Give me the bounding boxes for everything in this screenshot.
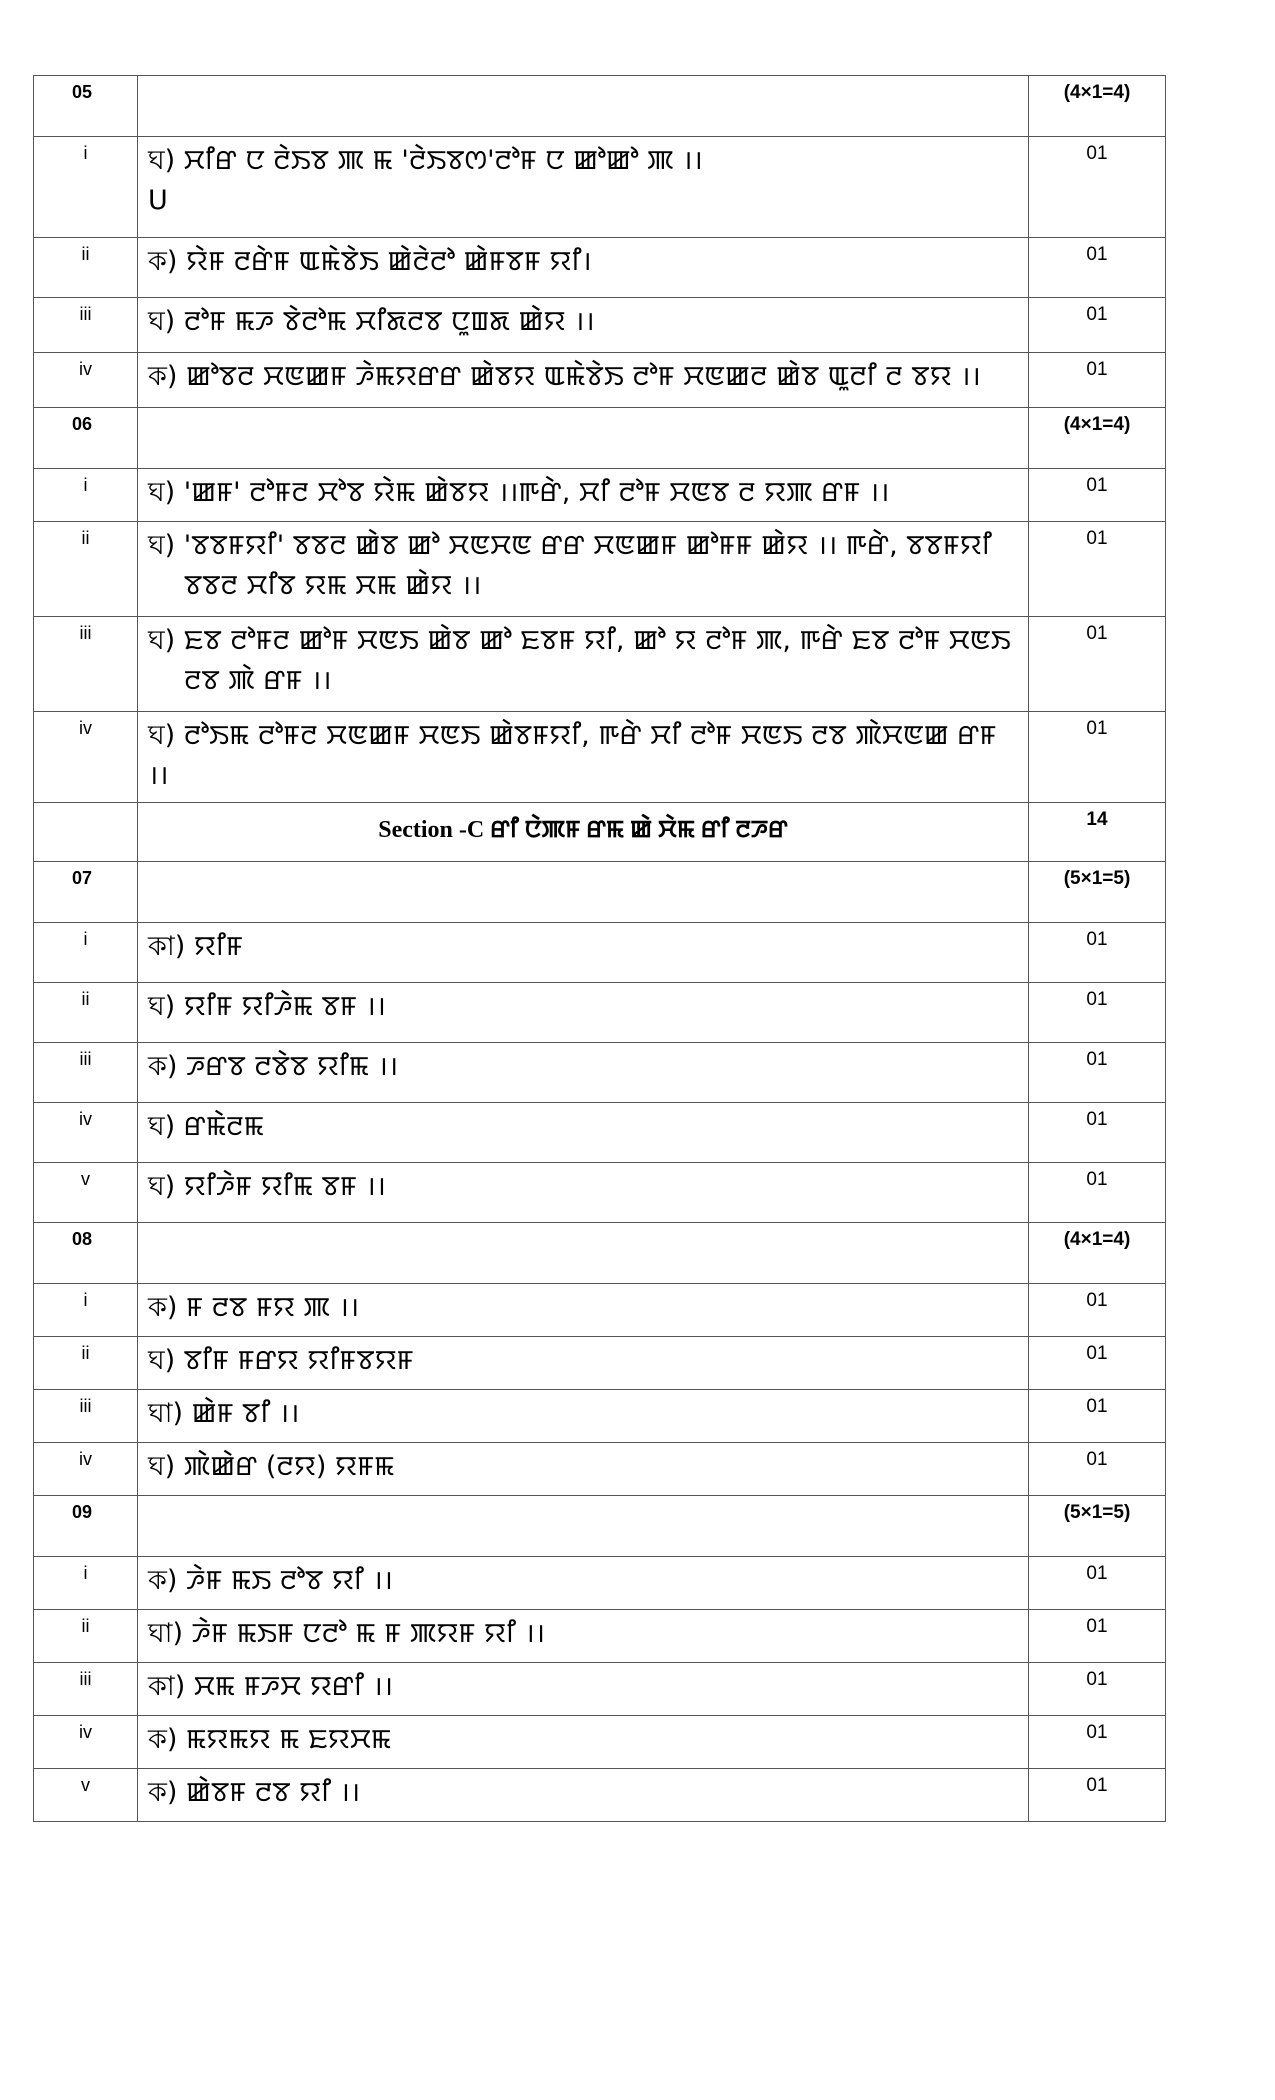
marks-total: (5×1=5) xyxy=(1029,1496,1166,1557)
table-row xyxy=(34,353,1166,408)
table-row xyxy=(34,1390,1166,1443)
answer-text: ঘ) 'ꯀꯝ' ꯂꯣꯝꯂ ꯆꯣꯕ ꯌꯥꯃ ꯀꯥꯕꯌ ।।ꯒꯔꯥ, ꯆꯤ ꯂꯣꯝ ꯆꯟꯕ ꯂ ꯌꯄ ꯔꯝ ।। xyxy=(138,469,1029,522)
sub-question-number: iv xyxy=(34,353,138,408)
table-row xyxy=(34,617,1166,712)
table-row xyxy=(34,1337,1166,1390)
answer-line-continued: ꯂꯕ ꯄꯥ ꯔꯝ ।। xyxy=(184,665,332,696)
sub-question-number: i xyxy=(34,469,138,522)
answer-text: ক) ꯀꯣꯕꯂ ꯆꯟꯀꯝ ꯍꯥꯃꯌꯔꯔ ꯀꯥꯕꯌ ꯑꯃꯥꯕꯥꯏ ꯂꯣꯝ ꯆꯟꯀꯂ ꯀꯥꯕ ꯑꯨꯂꯤ ꯂ ꯕꯌ ।। xyxy=(138,353,1029,408)
table-row xyxy=(34,923,1166,983)
table-row xyxy=(34,298,1166,353)
answer-text xyxy=(138,137,1029,238)
marks: 01 xyxy=(1029,238,1166,298)
marks: 01 xyxy=(1029,469,1166,522)
sub-question-number: iii xyxy=(34,1663,138,1716)
marks: 01 xyxy=(1029,1390,1166,1443)
answer-text xyxy=(138,1496,1029,1557)
table-row xyxy=(34,1443,1166,1496)
table-row xyxy=(34,1223,1166,1284)
marks: 01 xyxy=(1029,1716,1166,1769)
table-row xyxy=(34,76,1166,137)
sub-question-number: ii xyxy=(34,238,138,298)
question-number: 09 xyxy=(34,1496,138,1557)
answer-text xyxy=(138,1223,1029,1284)
answer-text: ঘ) ꯌꯤꯍꯥꯝ ꯌꯤꯃ ꯕꯝ ।। xyxy=(138,1163,1029,1223)
answer-line: ঘ) ꯐꯕ ꯂꯣꯝꯂ ꯀꯣꯝ ꯆꯟꯏ ꯀꯥꯕ ꯀꯣ ꯐꯕꯝ ꯌꯤ, ꯀꯣ ꯌ ꯂꯣꯝ ꯄ, ꯒꯔꯥ ꯐꯕ ꯂꯣꯝ ꯆꯟꯏ xyxy=(148,625,1011,656)
answer-text: ক) ꯃꯌꯃꯌ ꯃ ꯐꯌꯆꯃ xyxy=(138,1716,1029,1769)
sub-question-number: iv xyxy=(34,712,138,803)
answer-text xyxy=(138,617,1029,712)
table-row xyxy=(34,1284,1166,1337)
table-row xyxy=(34,469,1166,522)
answer-text: ক) ꯝ ꯂꯕ ꯝꯌ ꯄ ।। xyxy=(138,1284,1029,1337)
marks: 01 xyxy=(1029,353,1166,408)
answer-text: ঘ) ꯕꯤꯝ ꯝꯔꯌ ꯌꯤꯝꯕꯌꯝ xyxy=(138,1337,1029,1390)
answer-text xyxy=(138,862,1029,923)
question-number: 07 xyxy=(34,862,138,923)
answer-text: ঘ) ꯄꯥꯀꯥꯔ (ꯂꯌ) ꯌꯝꯃ xyxy=(138,1443,1029,1496)
sub-question-number: ii xyxy=(34,1610,138,1663)
question-number: 05 xyxy=(34,76,138,137)
table-row xyxy=(34,1496,1166,1557)
table-row xyxy=(34,522,1166,617)
sub-question-number: i xyxy=(34,1284,138,1337)
table-row xyxy=(34,1103,1166,1163)
answer-text: ক) ꯍꯥꯝ ꯃꯏ ꯂꯣꯕ ꯌꯤ ।। xyxy=(138,1557,1029,1610)
answer-line-continued: ꯕꯕꯂ ꯆꯤꯕ ꯌꯃ ꯆꯃ ꯀꯥꯌ ।। xyxy=(184,570,482,601)
marks: 01 xyxy=(1029,1769,1166,1822)
empty-cell xyxy=(34,803,138,862)
marks-total: (4×1=4) xyxy=(1029,1223,1166,1284)
answer-text: কা) ꯌꯤꯝ xyxy=(138,923,1029,983)
sub-question-number: ii xyxy=(34,522,138,617)
marks: 01 xyxy=(1029,617,1166,712)
sub-question-number: iii xyxy=(34,617,138,712)
marks: 01 xyxy=(1029,1557,1166,1610)
marks: 01 xyxy=(1029,1443,1166,1496)
marks: 01 xyxy=(1029,923,1166,983)
table-row xyxy=(34,238,1166,298)
sub-question-number: ii xyxy=(34,1337,138,1390)
answer-text: ঘা) ꯍꯥꯝ ꯃꯏꯝ ꯅꯂꯣ ꯃ ꯝ ꯄꯌꯝ ꯌꯤ ।। xyxy=(138,1610,1029,1663)
table-row xyxy=(34,1716,1166,1769)
table-row xyxy=(34,712,1166,803)
question-number: 06 xyxy=(34,408,138,469)
table-row xyxy=(34,1043,1166,1103)
answer-text: ঘ) ꯂꯣꯝ ꯃꯍ ꯕꯥꯂꯣꯃ ꯆꯤꯗꯂꯕ ꯅꯨꯡꯗ ꯀꯥꯌ ।। xyxy=(138,298,1029,353)
sub-question-number: iii xyxy=(34,1390,138,1443)
marks-total: (4×1=4) xyxy=(1029,408,1166,469)
table-row xyxy=(34,408,1166,469)
sub-question-number: ii xyxy=(34,983,138,1043)
sub-question-number: i xyxy=(34,137,138,238)
answer-text: ঘা) ꯀꯥꯝ ꯕꯤ ।। xyxy=(138,1390,1029,1443)
sub-question-number: iii xyxy=(34,298,138,353)
marks: 01 xyxy=(1029,1284,1166,1337)
answer-text xyxy=(138,522,1029,617)
answer-text xyxy=(138,408,1029,469)
table-row xyxy=(34,137,1166,238)
sub-question-number: iv xyxy=(34,1103,138,1163)
section-heading: Section -C ꯔꯤ ꯅꯥꯄꯝ ꯔꯃ ꯀꯥ ꯆꯥꯃ ꯔꯤ ꯂꯍꯔ xyxy=(138,803,1029,862)
answer-key-table xyxy=(33,75,1166,1822)
answer-line: ঘ) 'ꯕꯕꯝꯌꯤ' ꯕꯕꯂ ꯀꯥꯕ ꯀꯣ ꯆꯟꯆꯟ ꯔꯔ ꯆꯟꯀꯝ ꯀꯣꯝꯝ ꯀꯥꯌ ।। ꯒꯔꯥ, ꯕꯕꯝꯌꯤ xyxy=(148,530,992,561)
sub-question-number: v xyxy=(34,1769,138,1822)
marks: 01 xyxy=(1029,522,1166,617)
answer-text: কা) ꯆꯃ ꯝꯍꯆ ꯌꯔꯤ ।। xyxy=(138,1663,1029,1716)
sub-question-number: iv xyxy=(34,1443,138,1496)
marks: 01 xyxy=(1029,1043,1166,1103)
sub-question-number: i xyxy=(34,923,138,983)
sub-question-number: iii xyxy=(34,1043,138,1103)
sub-question-number: i xyxy=(34,1557,138,1610)
marks-total: (5×1=5) xyxy=(1029,862,1166,923)
answer-text: ক) ꯍꯔꯕ ꯂꯕꯥꯕ ꯌꯤꯃ ।। xyxy=(138,1043,1029,1103)
marks: 01 xyxy=(1029,1663,1166,1716)
marks: 01 xyxy=(1029,983,1166,1043)
table-row xyxy=(34,1557,1166,1610)
marks: 01 xyxy=(1029,298,1166,353)
table-row xyxy=(34,862,1166,923)
table-row xyxy=(34,1163,1166,1223)
marks: 01 xyxy=(1029,1610,1166,1663)
table-row xyxy=(34,1769,1166,1822)
answer-text: ঘ) ꯂꯣꯏꯃ ꯂꯣꯝꯂ ꯆꯟꯀꯝ ꯆꯟꯏ ꯀꯥꯕꯝꯌꯤ, ꯒꯔꯥ ꯆꯤ ꯂꯣꯝ ꯆꯟꯏ ꯂꯕ ꯄꯥꯆꯟꯀ ꯔꯝ ।। xyxy=(138,712,1029,803)
answer-text: ঘ) ꯔꯃꯥꯂꯃ xyxy=(138,1103,1029,1163)
marks: 01 xyxy=(1029,1337,1166,1390)
table-row xyxy=(34,983,1166,1043)
marks: 01 xyxy=(1029,712,1166,803)
answer-line: ঘ) ꯆꯤꯔ ꯅ ꯂꯥꯏꯕ ꯄ ꯃ 'ꯂꯥꯏꯕꯁ'ꯂꯣꯝ ꯅ ꯀꯣꯀꯣ ꯄ ।। xyxy=(148,145,703,176)
section-marks: 14 xyxy=(1029,803,1166,862)
marks: 01 xyxy=(1029,137,1166,238)
table-row xyxy=(34,1610,1166,1663)
answer-line-note: U xyxy=(148,185,168,216)
sub-question-number: v xyxy=(34,1163,138,1223)
marks-total: (4×1=4) xyxy=(1029,76,1166,137)
sub-question-number: iv xyxy=(34,1716,138,1769)
answer-text xyxy=(138,76,1029,137)
question-number: 08 xyxy=(34,1223,138,1284)
answer-text: ক) ꯌꯥꯝ ꯂꯔꯥꯝ ꯑꯃꯥꯕꯥꯏ ꯀꯥꯂꯥꯂꯣ ꯀꯥꯝꯕꯝ ꯌꯤ। xyxy=(138,238,1029,298)
table-row xyxy=(34,1663,1166,1716)
answer-text: ক) ꯀꯥꯕꯝ ꯂꯕ ꯌꯤ ।। xyxy=(138,1769,1029,1822)
marks: 01 xyxy=(1029,1103,1166,1163)
marks: 01 xyxy=(1029,1163,1166,1223)
section-row xyxy=(34,803,1166,862)
answer-text: ঘ) ꯌꯤꯝ ꯌꯤꯍꯥꯃ ꯕꯝ ।। xyxy=(138,983,1029,1043)
